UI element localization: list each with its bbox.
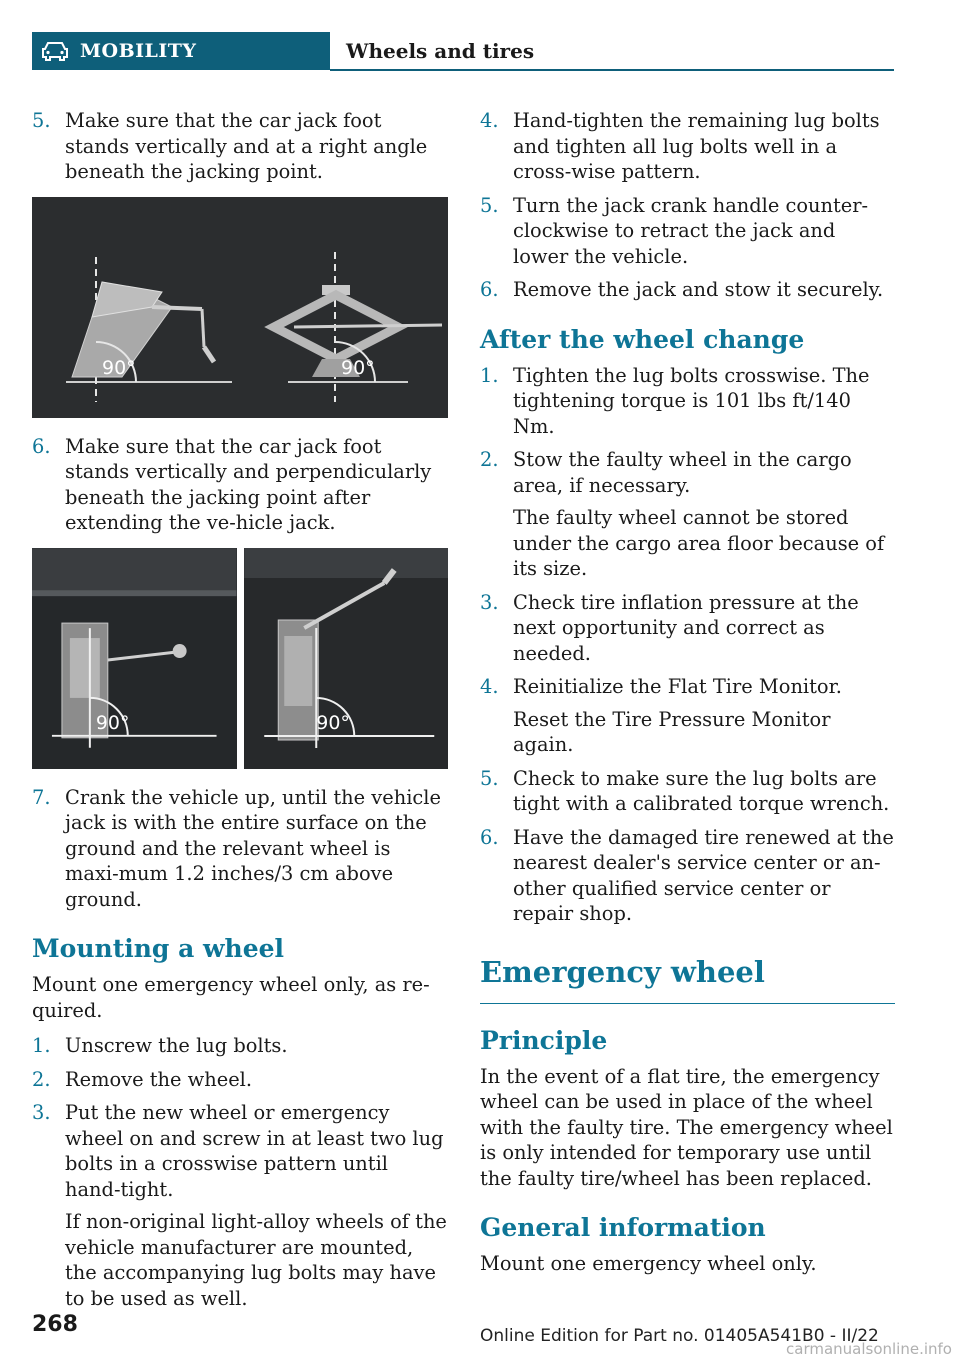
general-info-text: Mount one emergency wheel only. [480,1252,817,1275]
step-text: Have the damaged tire renewed at the nearest dealer's service center or an-other qualified service center or repair shop. [513,825,894,925]
step-text: Crank the vehicle up, until the vehicle jack is with the entire surface on the ground and the relevant wheel is maxi-mum 1.2 inches/3 cm above ground. [65,785,441,911]
step-text: Hand-tighten the remaining lug bolts and tighten all lug bolts well in a cross-wise pattern. [513,109,880,183]
step-number: 2. [32,1067,51,1091]
step-number: 4. [480,109,499,132]
section-tab [32,32,330,70]
step-text: Remove the jack and stow it securely. [513,278,884,301]
step-text: Unscrew the lug bolts. [65,1034,288,1057]
list-item [480,447,895,582]
list-item [32,785,448,913]
step-text: Put the new wheel or emergency wheel on and screw in at least two lug bolts in a crosswise pattern until hand-tight. [65,1101,444,1201]
principle-text: In the event of a flat tire, the emergency wheel can be used in place of the wheel with the faulty tire. The emergency wheel is only intended for temporary use until the faulty tire/wheel has been replaced. [480,1064,893,1190]
step-text: Remove the wheel. [65,1067,253,1091]
step-note: The faulty wheel cannot be stored under the cargo area floor because of its size. [513,506,885,580]
header-rule [330,69,894,71]
list-item [480,825,895,927]
list-item [480,193,895,270]
list-item [480,108,895,185]
step-number: 1. [32,1034,51,1057]
list-item [32,434,448,536]
step-number: 4. [480,675,499,698]
step-text: Check tire inflation pressure at the next opportunity and correct as needed. [513,590,859,665]
left-column [32,108,448,1319]
jack-illustration [32,197,448,418]
heading-after-change: After the wheel change [480,324,805,354]
heading-mounting: Mounting a wheel [32,934,285,963]
page-number: 268 [32,1312,78,1337]
list-item [480,277,895,303]
jack-photo-left [32,548,237,769]
step-number: 5. [480,766,499,790]
step-number: 5. [32,109,51,132]
angle-label: 90° [102,356,136,379]
mounting-intro: Mount one emergency wheel only, as re-quired. [32,973,430,1022]
step-text: Check to make sure the lug bolts are tight with a calibrated torque wrench. [513,766,890,815]
list-item [32,108,448,185]
step-number: 6. [480,825,499,849]
section-label: MOBILITY [80,40,197,62]
edition-note: Online Edition for Part no. 01405A541B0 - II/22 [480,1326,879,1346]
angle-label: 90° [95,711,130,734]
step-text: Stow the faulty wheel in the cargo area, if necessary. [513,448,852,497]
list-item [32,1033,448,1059]
step-number: 6. [32,434,51,458]
heading-general-info: General information [480,1213,766,1242]
step-text: Make sure that the car jack foot stands vertically and at a right angle beneath the jacking point. [65,109,428,183]
step-text: Reinitialize the Flat Tire Monitor. [513,675,842,698]
list-item [32,1067,448,1093]
heading-principle: Principle [480,1025,608,1055]
car-icon [40,40,70,62]
step-number: 3. [480,590,499,614]
angle-label: 90° [341,356,375,379]
step-number: 6. [480,278,499,301]
step-number: 2. [480,448,499,471]
chapter-title: Wheels and tires [346,39,535,63]
jack-photo-figure [32,548,448,769]
list-item [480,674,895,758]
step-text: Make sure that the car jack foot stands vertically and perpendicularly beneath the jacking point after extending the ve-hicle jack. [65,434,432,534]
step-number: 7. [32,785,51,809]
step-number: 3. [32,1101,51,1124]
list-item [32,1100,448,1311]
list-item [480,363,895,440]
step-text: Tighten the lug bolts crosswise. The tightening torque is 101 lbs ft/140 Nm. [513,363,870,438]
heading-emergency-wheel: Emergency wheel [480,955,895,1004]
step-number: 1. [480,363,499,387]
list-item [480,590,895,667]
jack-angle-figure [32,197,448,418]
right-column [480,108,895,1287]
angle-label: 90° [315,711,350,734]
step-note: Reset the Tire Pressure Monitor again. [513,707,831,756]
step-note: If non-original light-alloy wheels of the vehicle manufacturer are mounted, the accompanying lug bolts may have to be used as well. [65,1210,447,1310]
watermark: carmanualsonline.info [786,1340,952,1358]
list-item [480,766,895,817]
step-text: Turn the jack crank handle counter-clockwise to retract the jack and lower the vehicle. [513,193,869,268]
step-number: 5. [480,193,499,217]
jack-photo-right [244,548,449,769]
